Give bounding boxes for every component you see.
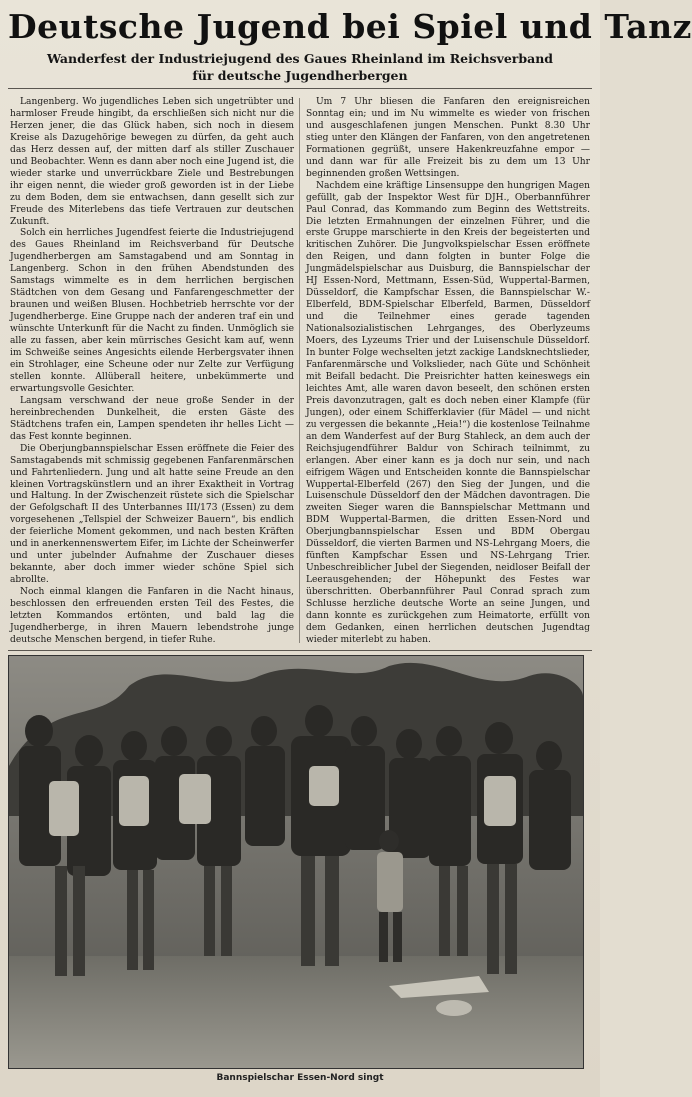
- paragraph: Nachdem eine kräftige Linsensuppe den hungrigen Magen gefüllt, gab der Inspektor West für DJH., Oberbannführer Paul Conrad, das Kommando zum Beginn des Wettstreits. Die letzten Ermahnungen der einzelnen Führer, und die erste Gruppe marschierte in den Kreis der begeisterten und kritischen Zuhörer. Die Jungvolkspielschar Essen eröffnete den Reigen, und dann folgten in bunter Folge die Jungmädelspielschar aus Duisburg, die Bannspielschar der HJ Essen-Nord, Mettmann, Essen-Süd, Wuppertal-Barmen, Düsseldorf, die Kampfschar Essen, die Bannspielschar W.-Elberfeld, BDM-Spielschar Elberfeld, Barmen, Düsseldorf und die Teilnehmer eines gerade tagenden Nationalsozialistischen Lehrganges, des Oberlyzeums Moers, des Lyzeums Trier und der Luisenschule Düsseldorf. In bunter Folge wechselten jetzt zackige Landsknechtslieder, Fanfarenmärsche und Volkslieder, nach Güte und Schönheit mit Beifall bedacht. Die Preisrichter hatten keineswegs ein leichtes Amt, alle waren davon beseelt, den schönen ersten Preis davonzutragen, galt es doch neben einer Klampfe (für Jungen), oder einem Schifferklavier (für Mädel — und nicht zu vergessen die bekannte „Heia!“) die kostenlose Teilnahme an dem Wanderfest auf der Burg Stahleck, an dem auch der Reichsjugendführer Baldur von Schirach teilnimmt, zu erlangen. Aber einer kann es ja doch nur sein, und nach eifrigem Wägen und Entscheiden konnte die Bannspielschar Wuppertal-Elberfeld (267) den Sieg der Jungen, und die Luisenschule Düsseldorf den der Mädchen davontragen. Die zweiten Sieger waren die Bannspielschar Mettmann und BDM Wuppertal-Barmen, die dritten Essen-Nord und Oberjungbannspielschar Essen und BDM Obergau Düsseldorf, die vierten Barmen und NS-Lehrgang Moers, die fünften Kampfschar Essen und NS-Lehrgang Trier. Unbeschreiblicher Jubel der Siegenden, neidloser Beifall der Leerausgehenden; der Höhepunkt des Festes war überschritten. Oberbannführer Paul Conrad sprach zum Schlusse herzliche deutsche Worte an seine Jungen, und dann konnte es zurückgehen zum Heimatorte, erfüllt von dem Gedanken, einen herrlichen deutschen Jugendtag wieder miterlebt zu haben.: [306, 180, 590, 645]
- article-subheadline: Wanderfest der Industriejugend des Gaues Rheinland im Reichsverband: [46, 51, 554, 66]
- article-column-right: [306, 97, 590, 645]
- paragraph: Solch ein herrliches Jugendfest feierte die Industriejugend des Gaues Rheinland im Reichsverband für Deutsche Jugendherbergen am Samstagabend und am Sonntag in Langenberg. Schon in den frühen Abendstunden des Samstags wimmelte es in dem herrlichen bergischen Städtchen von dem Gesang und Fanfarengeschmetter der braunen und weißen Blusen. Hochbetrieb herrschte vor der Jugendherberge. Eine Gruppe nach der anderen traf ein und wünschte Unterkunft für die Nacht zu finden. Unmöglich sie alle zu fassen, aber kein mürrisches Gesicht kam auf, wenn im Schweiße seines Angesichts eilende Herbergsvater ihnen ein Strohlager, eine Scheune oder nur Zelte zur Verfügung stellen konnte. Allüberall heitere, unbekümmerte und erwartungsvolle Gesichter.: [10, 228, 294, 394]
- article-subheadline-2: für deutsche Jugendherbergen: [192, 68, 408, 83]
- photo-rule: [8, 650, 592, 651]
- paragraph: Um 7 Uhr bliesen die Fanfaren den ereignisreichen Sonntag ein; und im Nu wimmelte es wieder von frischen und ausgeschlafenen jungen Menschen. Punkt 8.30 Uhr stieg unter den Klängen der Fanfaren, von den angetretenen Formationen gegrüßt, unsere Hakenkreuzfahne empor — und dann war für alle Freizeit bis zu dem um 13 Uhr beginnenden großen Wettsingen.: [306, 97, 590, 179]
- paragraph: Noch einmal klangen die Fanfaren in die Nacht hinaus, beschlossen den erfreuenden ersten Teil des Festes, die letzten Kommandos ertönten, und bald lag die Jugendherberge, in ihren Mauern lebendstrohe junge deutsche Menschen bergend, in tiefer Ruhe.: [10, 587, 294, 645]
- article-column-left: [10, 97, 294, 645]
- photo-illustration: [9, 656, 583, 1068]
- photo-caption: Bannspielschar Essen-Nord singt: [216, 1073, 384, 1083]
- paragraph: Die Oberjungbannspielschar Essen eröffnete die Feier des Samstagabends mit schmissig gegebenen Fanfarenmärschen und Fahrtenliedern. Jung und alt hatte seine Freude an den kleinen Vortragskünstlern und an ihrer Exaktheit in Vortrag und Haltung. In der Zwischenzeit rüstete sich die Spielschar der Gefolgschaft II des Unterbannes III/173 (Essen) zu dem vorgesehenen „Tellspiel der Schweizer Bauern“, bis endlich der feierliche Moment gekommen, und nach besten Kräften und in anerkennenswertem Eifer, im Lichte der Scheinwerfer und unter jubelnder Aufnahme der Zuschauer dieses bekannte, aber doch immer wieder schöne Spiel sich abrollte.: [10, 443, 294, 586]
- paragraph: Langsam verschwand der neue große Sender in der hereinbrechenden Dunkelheit, die ersten Gäste des Städtchens trafen ein, Lampen spendeten ihr helles Licht — das Fest konnte beginnen.: [10, 395, 294, 442]
- header-rule: [8, 88, 592, 89]
- group-photo: [8, 655, 584, 1069]
- article-headline: Deutsche Jugend bei Spiel und Tanz: [8, 7, 692, 46]
- paragraph: Langenberg. Wo jugendliches Leben sich ungetrübter und harmloser Freude hingibt, da erschließen sich nicht nur die Herzen jener, die das Glück haben, sich noch in diesem Kreise als Dazugehörige bewegen zu dürfen, da geht auch das Herz dessen auf, der mitten darf als stiller Zuschauer und Beobachter. Wenn es dann aber noch eine Jugend ist, die wieder starke und unverrückbare Ziele und Bestrebungen ihr eigen nennt, die wieder groß geworden ist in der Liebe zu dem Boden, dem sie entwachsen, dann gesellt sich zur Freude des Miterlebens das tiefe Vertrauen zur deutschen Zukunft.: [10, 97, 294, 227]
- column-divider: [299, 98, 300, 643]
